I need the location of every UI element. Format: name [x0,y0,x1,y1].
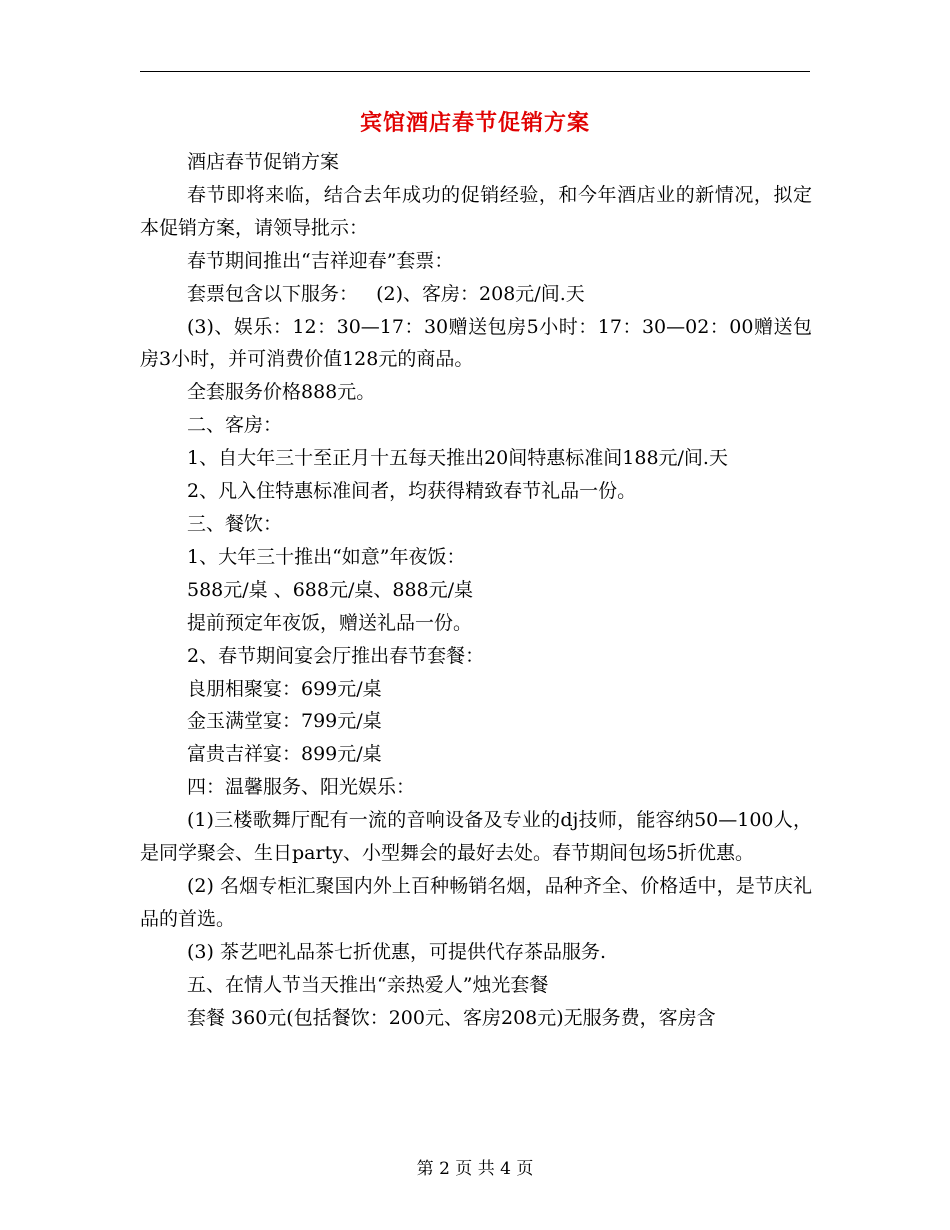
paragraph: 酒店春节促销方案 [187,151,340,173]
paragraph: 2、春节期间宴会厅推出春节套餐： [187,644,485,667]
paragraph: (3)、娱乐：12：30—17：30赠送包房5小时：17：30—02：00赠送包房3小时，并可消费价值128元的商品。 [140,315,812,371]
page-footer: 第 2 页 共 4 页 [416,1159,534,1179]
paragraph: 588元/桌 、688元/桌、888元/桌 [187,578,474,601]
paragraph: 全套服务价格888元。 [187,381,376,404]
paragraph: 二、客房： [187,414,283,437]
paragraph: 三、餐饮： [187,512,283,535]
paragraph: 富贵吉祥宴：899元/桌 [187,743,382,766]
document-title: 宾馆酒店春节促销方案 [359,110,590,136]
paragraph: (2) 名烟专柜汇聚国内外上百种畅销名烟，品种齐全、价格适中，是节庆礼品的首选。 [140,874,812,930]
paragraph: 春节期间推出“吉祥迎春”套票： [187,249,454,272]
paragraph: 良朋相聚宴：699元/桌 [187,677,382,700]
paragraph: 五、在情人节当天推出“亲热爱人”烛光套餐 [187,973,549,996]
paragraph: 春节即将来临，结合去年成功的促销经验，和今年酒店业的新情况，拟定本促销方案，请领导批示： [140,183,812,239]
paragraph: 2、凡入住特惠标准间者，均获得精致春节礼品一份。 [187,480,637,503]
paragraph: 1、大年三十推出“如意”年夜饭： [187,545,466,568]
paragraph: 四：温馨服务、阳光娱乐： [187,776,416,799]
paragraph: (3) 茶艺吧礼品茶七折优惠，可提供代存茶品服务. [187,940,606,963]
paragraph: 金玉满堂宴：799元/桌 [187,710,382,733]
paragraph: 提前预定年夜饭，赠送礼品一份。 [187,611,473,634]
header-rule [140,71,810,72]
paragraph: (1)三楼歌舞厅配有一流的音响设备及专业的dj技师，能容纳50—100人，是同学聚会、生日party、小型舞会的最好去处。春节期间包场5折优惠。 [140,809,812,865]
paragraph: 套票包含以下服务： (2)、客房：208元/间.天 [187,282,585,305]
paragraph: 1、自大年三十至正月十五每天推出20间特惠标准间188元/间.天 [187,447,728,470]
document-body [140,146,812,1034]
paragraph: 套餐 360元(包括餐饮：200元、客房208元)无服务费，客房含 [187,1006,716,1029]
